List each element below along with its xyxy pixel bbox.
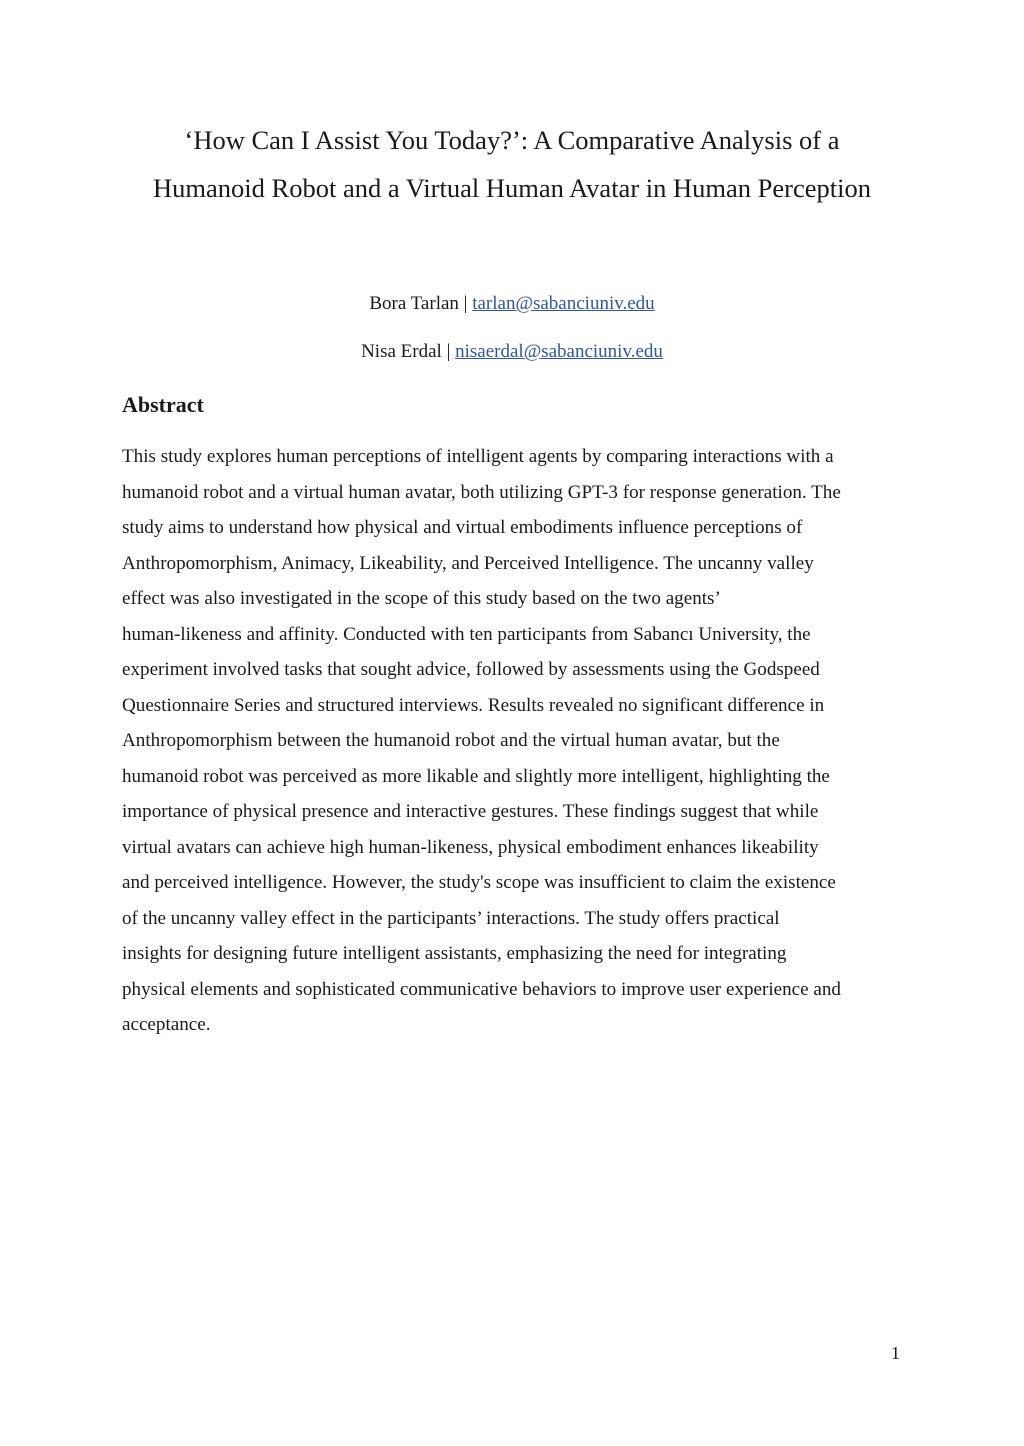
title-line-1: ‘How Can I Assist You Today?’: A Comparative Analysis of a [184,125,840,155]
author-line-1 [0,292,1024,316]
abstract-line: importance of physical presence and interactive gestures. These findings suggest that while [122,801,819,822]
paper-title [100,116,924,212]
abstract-line: human-likeness and affinity. Conducted with ten participants from Sabancı University, the [122,623,811,645]
author-name: Nisa Erdal [361,341,442,362]
author-name: Bora Tarlan [369,293,459,314]
abstract-line: humanoid robot and a virtual human avatar, both utilizing GPT-3 for response generation. The [122,481,841,503]
page-number: 1 [891,1343,900,1363]
abstract-line: physical elements and sophisticated communicative behaviors to improve user experience and [122,978,841,1000]
abstract-line: of the uncanny valley effect in the participants’ interactions. The study offers practical [122,907,780,929]
abstract-line: virtual avatars can achieve high human-likeness, physical embodiment enhances likeability [122,836,819,858]
abstract-line: and perceived intelligence. However, the study's scope was insufficient to claim the existence [122,872,836,893]
abstract-line: humanoid robot was perceived as more likable and slightly more intelligent, highlighting the [122,765,830,787]
abstract-line: insights for designing future intelligent assistants, emphasizing the need for integrating [122,943,787,964]
author-email-link[interactable]: tarlan@sabanciuniv.edu [472,293,655,314]
author-email-link[interactable]: nisaerdal@sabanciuniv.edu [455,341,663,362]
abstract-line: acceptance. [122,1014,211,1035]
author-separator: | [458,293,473,314]
abstract-line: experiment involved tasks that sought advice, followed by assessments using the Godspeed [122,659,820,680]
abstract-line: Anthropomorphism, Animacy, Likeability, and Perceived Intelligence. The uncanny valley [122,552,814,574]
abstract-heading: Abstract [122,392,204,417]
author-line-2 [0,340,1024,364]
abstract-line: effect was also investigated in the scope of this study based on the two agents’ [122,588,721,609]
abstract-body [122,442,912,1046]
abstract-line: Questionnaire Series and structured interviews. Results revealed no significant difference in [122,694,825,716]
abstract-line: This study explores human perceptions of intelligent agents by comparing interactions with a [122,446,834,467]
abstract-line: study aims to understand how physical and virtual embodiments influence perceptions of [122,517,803,538]
author-separator: | [441,341,456,362]
title-line-2: Humanoid Robot and a Virtual Human Avatar in Human Perception [153,173,871,203]
abstract-line: Anthropomorphism between the humanoid robot and the virtual human avatar, but the [122,730,780,751]
